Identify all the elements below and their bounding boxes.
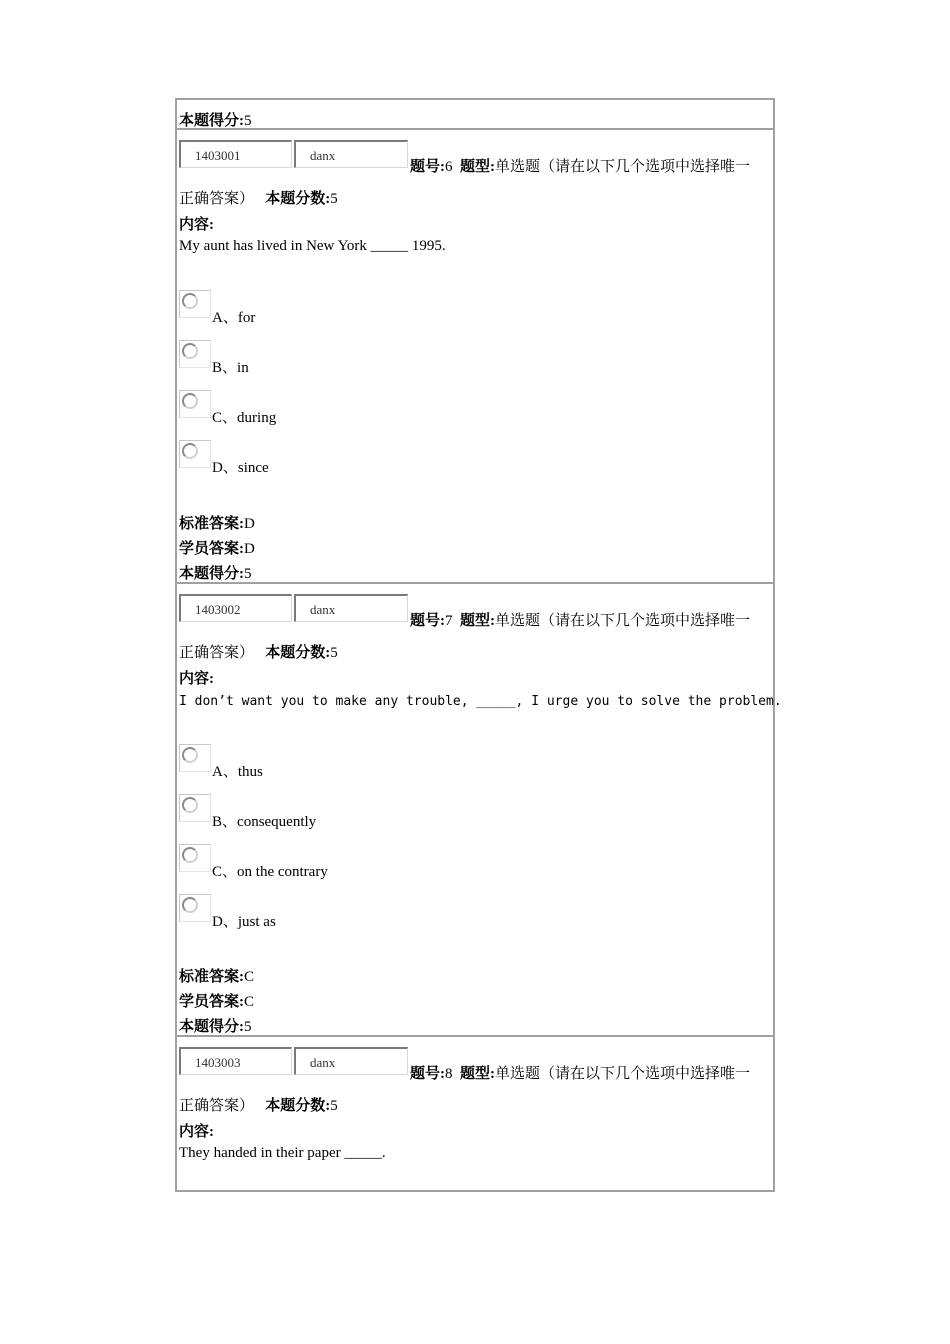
student-answer: 学员答案:C — [179, 994, 255, 1010]
content-label: 内容: — [179, 671, 214, 687]
question-meta-line: 题号:8 题型:单选题（请在以下几个选项中选择唯一 — [410, 1066, 751, 1082]
radio-button[interactable] — [179, 744, 211, 772]
question-type-field[interactable]: danx — [294, 1047, 408, 1075]
content-label: 内容: — [179, 217, 214, 233]
question-block-6 — [177, 130, 773, 584]
question-meta-line: 题号:6 题型:单选题（请在以下几个选项中选择唯一 — [410, 159, 751, 175]
previous-question-score — [177, 100, 773, 130]
option-label: B、in — [212, 360, 249, 376]
radio-button[interactable] — [179, 340, 211, 368]
question-meta-line: 题号:7 题型:单选题（请在以下几个选项中选择唯一 — [410, 613, 751, 629]
question-type-field[interactable]: danx — [294, 594, 408, 622]
option-label: C、on the contrary — [212, 864, 328, 880]
option-label: C、during — [212, 410, 277, 426]
score-line: 本题得分:5 — [179, 113, 252, 129]
exam-review-panel — [175, 98, 782, 1192]
question-score: 本题得分:5 — [179, 1019, 252, 1035]
question-stem: They handed in their paper _____. — [179, 1145, 386, 1161]
radio-button[interactable] — [179, 894, 211, 922]
content-label: 内容: — [179, 1124, 214, 1140]
question-stem: My aunt has lived in New York _____ 1995. — [179, 238, 446, 254]
question-code-field[interactable]: 1403001 — [179, 140, 292, 168]
student-answer: 学员答案:D — [179, 541, 255, 557]
standard-answer: 标准答案:C — [179, 969, 255, 985]
question-meta-line-cont: 正确答案） 本题分数:5 — [179, 191, 338, 207]
question-score: 本题得分:5 — [179, 566, 252, 582]
standard-answer: 标准答案:D — [179, 516, 255, 532]
question-meta-line-cont: 正确答案） 本题分数:5 — [179, 645, 338, 661]
question-code-field[interactable]: 1403003 — [179, 1047, 292, 1075]
radio-button[interactable] — [179, 290, 211, 318]
question-block-8 — [177, 1037, 773, 1190]
question-type-field[interactable]: danx — [294, 140, 408, 168]
option-label: A、for — [212, 310, 256, 326]
radio-button[interactable] — [179, 440, 211, 468]
option-label: A、thus — [212, 764, 263, 780]
question-meta-line-cont: 正确答案） 本题分数:5 — [179, 1098, 338, 1114]
question-code-field[interactable]: 1403002 — [179, 594, 292, 622]
option-label: D、since — [212, 460, 269, 476]
question-stem: I don’t want you to make any trouble, _____, I urge you to solve the problem. — [179, 694, 782, 709]
option-label: D、just as — [212, 914, 276, 930]
option-label: B、consequently — [212, 814, 317, 830]
radio-button[interactable] — [179, 844, 211, 872]
radio-button[interactable] — [179, 794, 211, 822]
question-block-7 — [177, 584, 782, 1037]
radio-button[interactable] — [179, 390, 211, 418]
